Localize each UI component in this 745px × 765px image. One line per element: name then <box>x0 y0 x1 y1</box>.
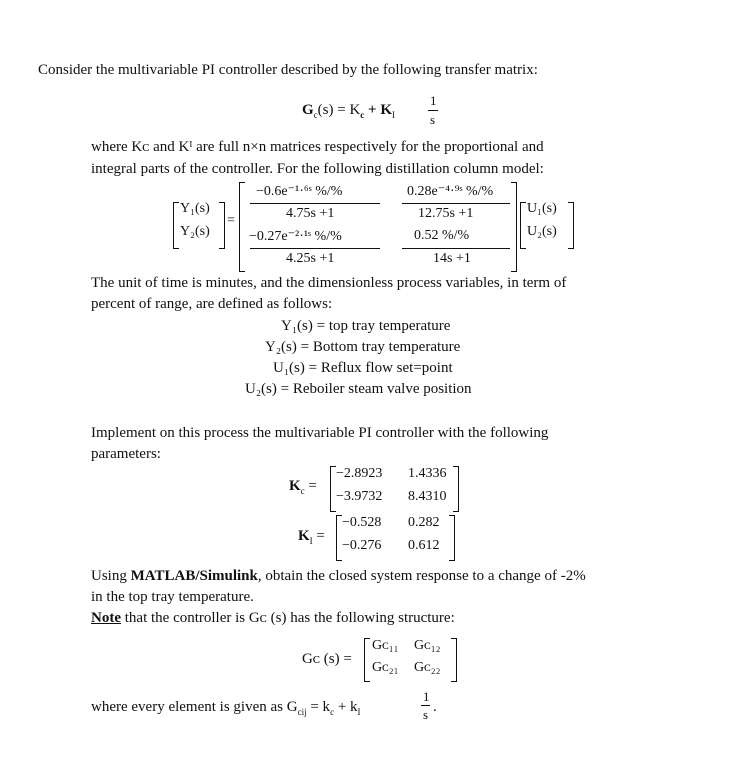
para3-line2: parameters: <box>91 446 161 462</box>
u2-label: U₂(s) <box>527 224 557 239</box>
final-period: . <box>433 699 437 715</box>
model-equals: = <box>227 213 235 228</box>
gc-left-bracket <box>364 638 370 682</box>
var-y1: Y₁(s) = top tray temperature <box>281 318 451 334</box>
g12-numerator: 0.28e⁻⁴·⁹ˢ %/% <box>407 184 494 199</box>
g11-fraction-line <box>250 203 380 204</box>
eq1-lhs: $G_c(s) = K_c + K_I$ <box>302 102 396 120</box>
para1-line1: where Kᴄ and Kᴵ are full n×n matrices respectively for the proportional and <box>91 139 544 155</box>
gc-r1c2: Gᴄ₁₂ <box>414 638 441 653</box>
g22-numerator: 0.52 %/% <box>414 228 470 243</box>
g-matrix-left-bracket <box>239 182 245 272</box>
kc-r1c2: 1.4336 <box>408 466 447 481</box>
g-matrix-right-bracket <box>511 182 517 272</box>
kc-r2c1: −3.9732 <box>336 489 383 504</box>
para3-line1: Implement on this process the multivariable PI controller with the following <box>91 425 549 441</box>
ki-label: $K_I$ = <box>298 528 325 546</box>
gc-right-bracket <box>451 638 457 682</box>
eq1-numerator: 1 <box>430 93 437 108</box>
g21-denominator: 4.25s +1 <box>286 251 335 266</box>
para4-line2: in the top tray temperature. <box>91 589 254 605</box>
para2-line2: percent of range, are defined as follows: <box>91 296 333 312</box>
eq1-denominator: s <box>430 112 436 127</box>
final-numerator: 1 <box>423 689 430 704</box>
var-y2: Y₂(s) = Bottom tray temperature <box>265 339 461 355</box>
note-label: Note <box>91 610 121 626</box>
y-vector-right-bracket <box>219 202 225 249</box>
u-vector-left-bracket <box>520 202 526 249</box>
para1-line2: integral parts of the controller. For the following distillation column model: <box>91 161 544 177</box>
ki-r2c2: 0.612 <box>408 538 440 553</box>
gc-lhs: Gᴄ (s) = <box>302 651 352 667</box>
g12-fraction-line <box>402 203 510 204</box>
g21-numerator: −0.27e⁻²·¹ˢ %/% <box>249 229 342 244</box>
g22-denominator: 14s +1 <box>433 251 471 266</box>
g11-denominator: 4.75s +1 <box>286 206 335 221</box>
kc-r1c1: −2.8923 <box>336 466 383 481</box>
para4-line1: Using MATLAB/Simulink, obtain the closed system response to a change of -2% <box>91 568 586 584</box>
y-vector-left-bracket <box>173 202 179 249</box>
para2-line1: The unit of time is minutes, and the dimensionless process variables, in term of <box>91 275 567 291</box>
ki-r1c1: −0.528 <box>342 515 382 530</box>
y2-label: Y₂(s) <box>180 224 210 239</box>
var-u1: U₁(s) = Reflux flow set=point <box>273 360 453 376</box>
ki-r2c1: −0.276 <box>342 538 382 553</box>
y1-label: Y₁(s) <box>180 201 210 216</box>
g22-fraction-line <box>402 248 510 249</box>
ki-r1c2: 0.282 <box>408 515 440 530</box>
gc-r2c2: Gᴄ₂₂ <box>414 660 441 675</box>
u-vector-right-bracket <box>568 202 574 249</box>
intro-text: Consider the multivariable PI controller described by the following transfer matrix: <box>38 62 538 78</box>
kc-label: $K_c$ = <box>289 478 317 496</box>
ki-right-bracket <box>449 515 455 561</box>
g12-denominator: 12.75s +1 <box>418 206 474 221</box>
final-denominator: s <box>423 707 429 722</box>
kc-right-bracket <box>453 466 459 512</box>
gc-r1c1: Gᴄ₁₁ <box>372 638 399 653</box>
kc-r2c2: 8.4310 <box>408 489 447 504</box>
g21-fraction-line <box>250 248 380 249</box>
note-line: Note that the controller is Gᴄ (s) has the following structure: <box>91 610 455 626</box>
u1-label: U₁(s) <box>527 201 557 216</box>
gc-r2c1: Gᴄ₂₁ <box>372 660 399 675</box>
final-line: where every element is given as $G_{cij} = k_c + k_I$ <box>91 699 361 717</box>
g11-numerator: −0.6e⁻¹·⁶ˢ %/% <box>256 184 343 199</box>
var-u2: U₂(s) = Reboiler steam valve position <box>245 381 472 397</box>
